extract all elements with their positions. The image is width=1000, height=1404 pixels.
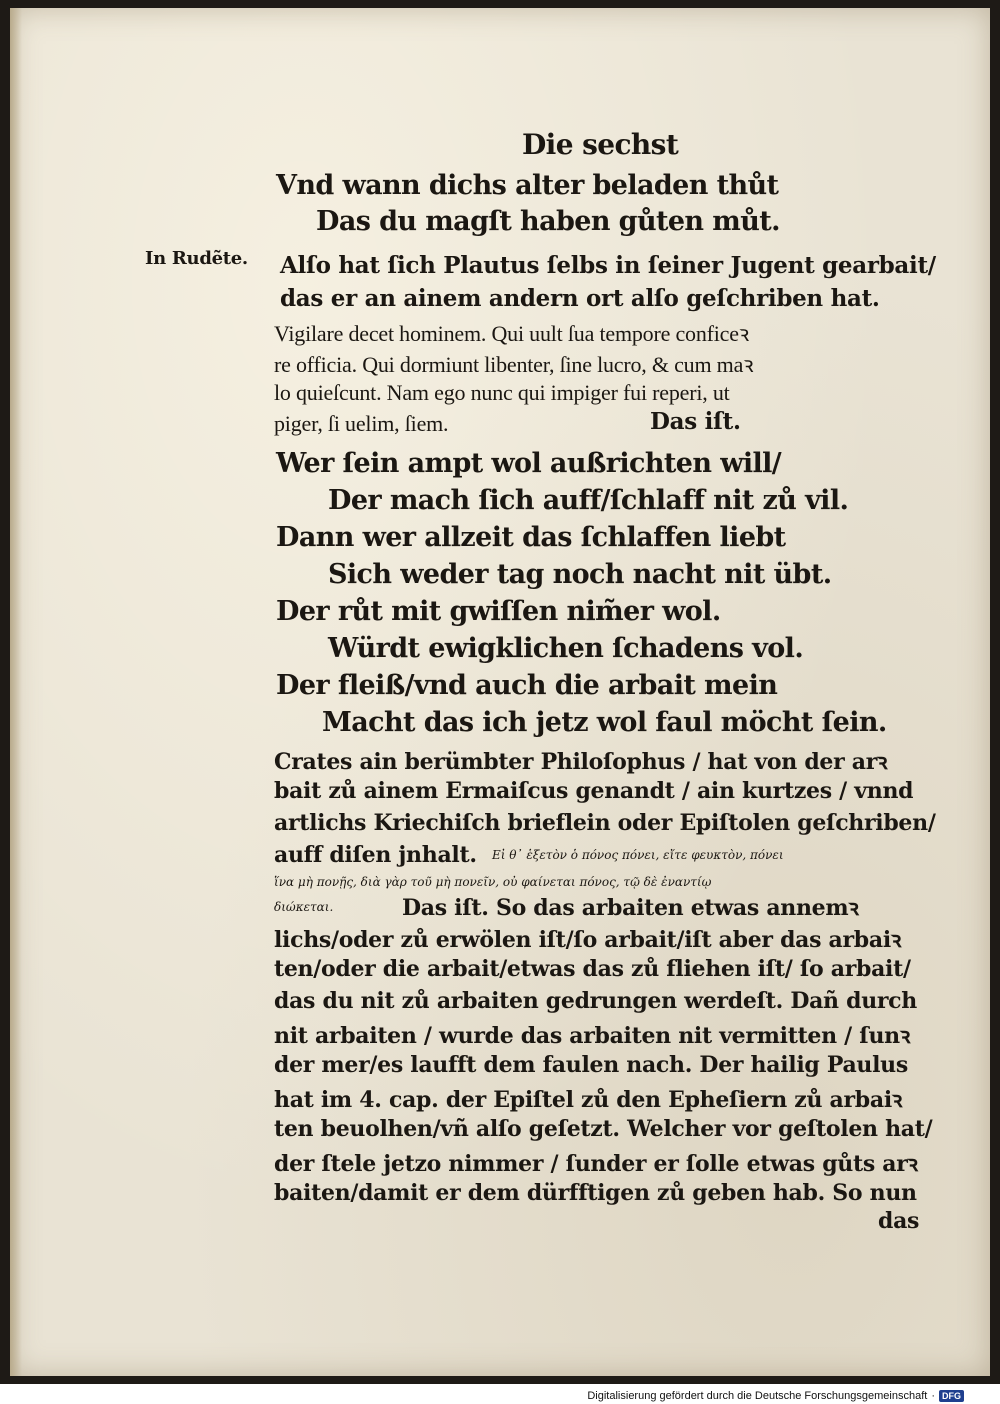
margin-note: In Rudẽte. <box>145 248 248 269</box>
dfg-logo: DFG <box>939 1390 964 1402</box>
footer-separator: · <box>931 1390 935 1402</box>
verse-line: Wer ſein ampt wol außrichten will/ <box>276 448 782 479</box>
body-line: Alſo hat ſich Plautus ſelbs in ſeiner Jugent gearbait/ <box>280 252 936 279</box>
verse-line: Der fleiß/vnd auch die arbait mein <box>276 670 778 701</box>
body-line: hat im 4. cap. der Epiſtel zů den Epheſiern zů arbaiꝛ <box>274 1087 903 1113</box>
verse-line: Der mach ſich auff/ſchlaff nit zů vil. <box>328 485 849 516</box>
body-line: der mer/es laufft dem faulen nach. Der hailig Paulus <box>274 1052 908 1078</box>
verse-line: Dann wer allzeit das ſchlaffen liebt <box>276 522 786 553</box>
verse-line: Das du magſt haben gůten můt. <box>316 206 780 237</box>
verse-line: Sich weder tag noch nacht nit übt. <box>328 559 832 590</box>
das-ist-label: Das iſt. <box>650 408 741 435</box>
latin-line: re officia. Qui dormiunt libenter, ſine lucro, & cum maꝛ <box>274 352 754 377</box>
footer-text: Digitalisierung gefördert durch die Deutsche Forschungsgemeinschaft <box>587 1390 928 1402</box>
latin-line: piger, ſi uelim, ſiem. <box>274 411 449 436</box>
body-line: artlichs Kriechiſch brieflein oder Epiſtolen geſchriben/ <box>274 810 936 836</box>
running-header: Die sechst <box>522 128 679 161</box>
greek-line: διώκεται. <box>274 900 334 914</box>
body-line: auff diſen jnhalt. <box>274 842 477 868</box>
body-line: Das iſt. So das arbaiten etwas annemꝛ <box>402 895 859 921</box>
body-line: baiten/damit er dem dürfftigen zů geben hab. So nun <box>274 1180 917 1206</box>
greek-line: Εἰ θ᾽ ἑξετὸν ὁ πόνος πόνει, εἴτε φευκτὸν, πόνει <box>492 848 784 862</box>
body-line: das du nit zů arbaiten gedrungen werdeſt. Dañ durch <box>274 988 917 1014</box>
verse-line: Der růt mit gwiſſen nim̃er wol. <box>276 596 721 627</box>
body-line: lichs/oder zů erwölen iſt/ſo arbait/iſt aber das arbaiꝛ <box>274 927 902 953</box>
catchword: das <box>878 1208 920 1234</box>
body-line: bait zů ainem Ermaiſcus genandt / ain kurtzes / vnnd <box>274 778 914 804</box>
page-gutter-shadow <box>10 8 22 1376</box>
footer-credit <box>587 1388 964 1404</box>
verse-line: Würdt ewigklichen ſchadens vol. <box>328 633 804 664</box>
verse-line: Macht das ich jetz wol faul möcht ſein. <box>322 707 887 738</box>
book-page <box>10 8 990 1376</box>
body-line: nit arbaiten / wurde das arbaiten nit vermitten / ſunꝛ <box>274 1023 910 1049</box>
latin-line: lo quieſcunt. Nam ego nunc qui impiger fui reperi, ut <box>274 380 730 405</box>
body-line: der ſtele jetzo nimmer / ſunder er ſolle etwas gůts arꝛ <box>274 1151 918 1177</box>
body-line: Crates ain berümbter Philoſophus / hat von der arꝛ <box>274 749 888 775</box>
body-line: das er an ainem andern ort alſo geſchriben hat. <box>280 285 880 312</box>
body-line: ten/oder die arbait/etwas das zů fliehen iſt/ ſo arbait/ <box>274 956 911 982</box>
latin-line: Vigilare decet hominem. Qui uult ſua tempore conficeꝛ <box>274 321 750 346</box>
body-line: ten beuolhen/vñ alſo geſetzt. Welcher vor geſtolen hat/ <box>274 1116 933 1142</box>
verse-line: Vnd wann dichs alter beladen thůt <box>276 170 779 201</box>
greek-line: ἵνα μὴ πονῇς, διὰ γὰρ τοῦ μὴ πονεῖν, οὐ φαίνεται πόνος, τῷ δὲ ἐναντίῳ <box>274 875 712 889</box>
